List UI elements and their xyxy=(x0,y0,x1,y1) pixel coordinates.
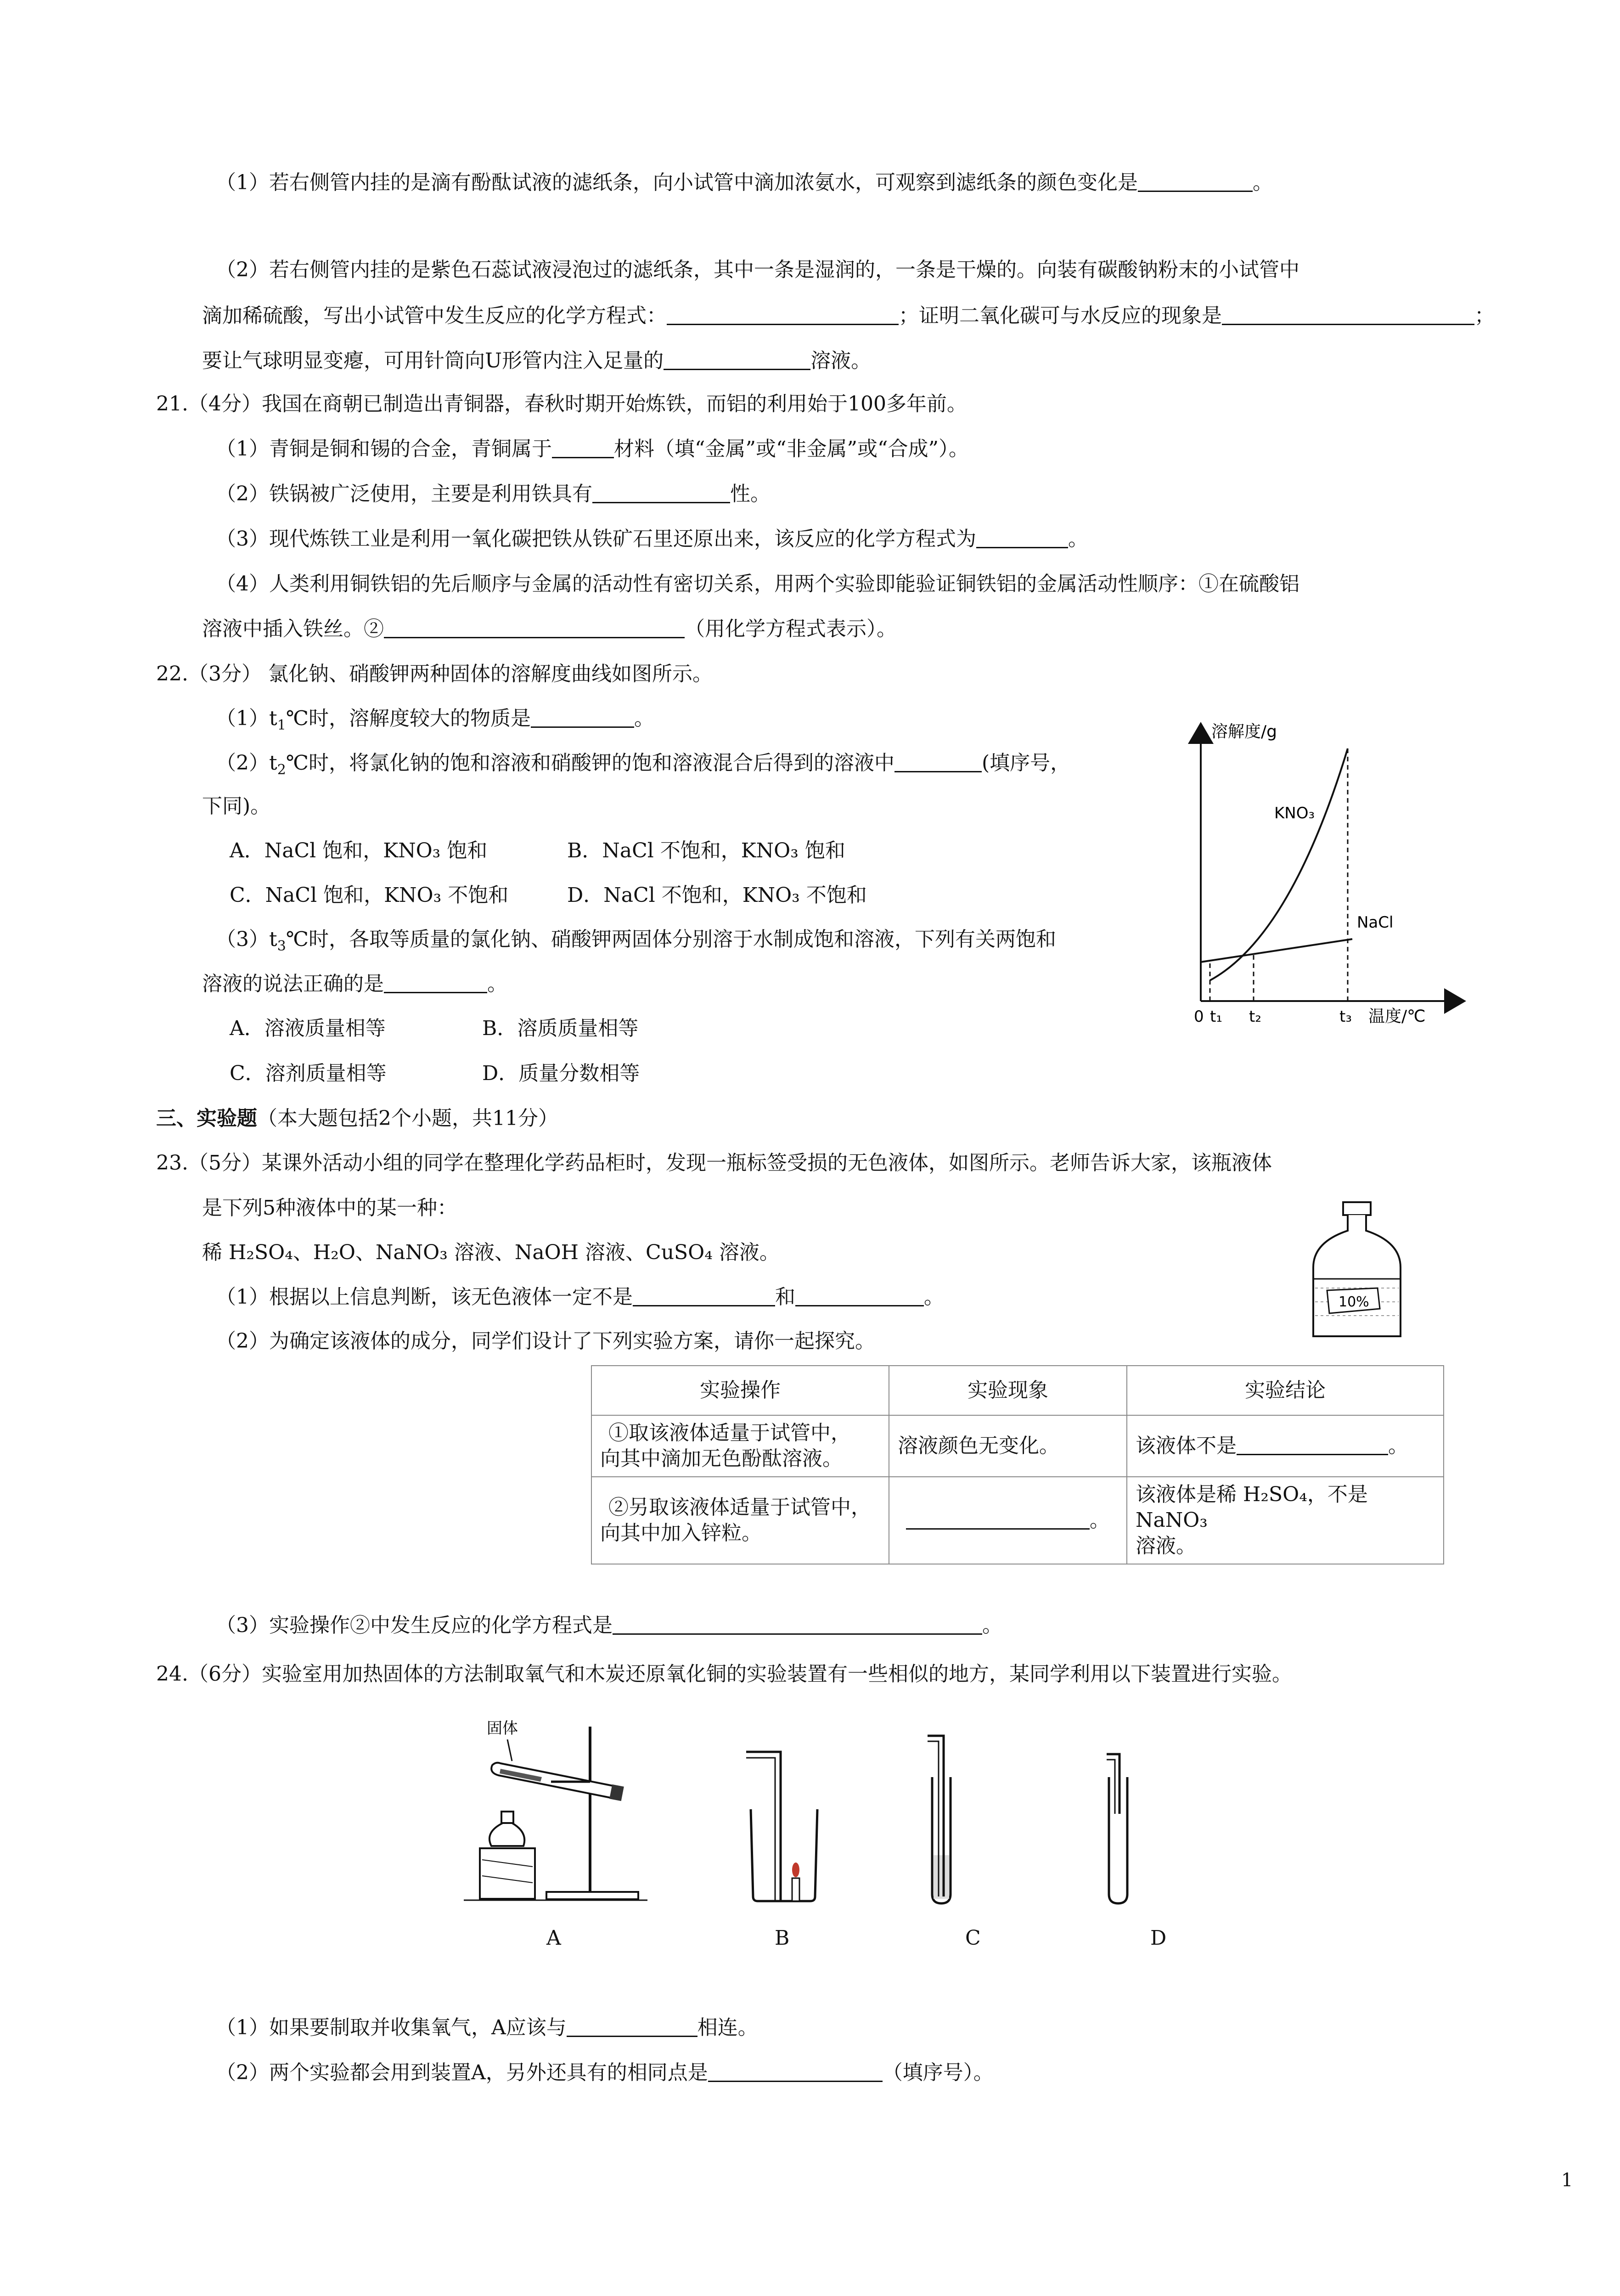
wooden-block xyxy=(480,1848,535,1899)
table-cell: 溶液颜色无变化。 xyxy=(889,1415,1127,1477)
bottle-stopper xyxy=(1343,1202,1371,1215)
t1-label: t₁ xyxy=(1210,1007,1222,1026)
answer-blank[interactable] xyxy=(894,751,982,772)
answer-blank[interactable] xyxy=(1138,170,1253,192)
beaker xyxy=(751,1809,817,1901)
q22-part2-line1: $(2)t_2℃$时，将氯化钠的饱和溶液和硝酸钾的饱和溶液混合后得到的溶液中 (填序号， xyxy=(216,751,1071,778)
x-axis-label: 温度/℃ xyxy=(1368,1007,1426,1026)
q21-part4-line2: 溶液中插入铁丝。② （用化学方程式表示）。 xyxy=(202,617,897,641)
q23-part1: （1）根据以上信息判断，该无色液体一定不是 和 。 xyxy=(216,1285,944,1309)
t3-label: t₃ xyxy=(1339,1007,1352,1026)
answer-blank[interactable] xyxy=(795,1285,924,1306)
q23-liquid-list: 稀 H₂SO₄、H₂O、NaNO₃ 溶液、NaOH 溶液、CuSO₄ 溶液。 xyxy=(202,1241,780,1264)
answer-blank[interactable] xyxy=(567,2015,698,2037)
bottle-label-text: 10% xyxy=(1339,1294,1369,1310)
answer-blank[interactable] xyxy=(667,304,899,325)
table-cell: ①取该液体适量于试管中， 向其中滴加无色酚酞溶液。 xyxy=(591,1415,889,1477)
q22-option3-a: A．溶液质量相等 xyxy=(230,1017,386,1040)
q21-part2: （2）铁锅被广泛使用，主要是利用铁具有 性。 xyxy=(216,482,771,506)
q22-option-a: A．NaCl 饱和，KNO₃ 饱和 xyxy=(230,839,488,862)
solubility-curve-graph xyxy=(1185,716,1469,1029)
alcohol-lamp xyxy=(489,1823,524,1846)
q23-title: 23.（5分）某课外活动小组的同学在整理化学药品柜时，发现一瓶标签受损的无色液体，如图所示。老师告诉大家，该瓶液体 xyxy=(156,1151,1272,1175)
apparatus-label-c: C xyxy=(965,1926,981,1950)
answer-blank[interactable] xyxy=(1237,1434,1388,1455)
candle xyxy=(792,1878,799,1901)
candle-flame xyxy=(792,1863,799,1877)
q20-part1: （1）若右侧管内挂的是滴有酚酞试液的滤纸条，向小试管中滴加浓氨水，可观察到滤纸条的颜色变化是 。 xyxy=(216,171,1273,194)
answer-blank[interactable] xyxy=(664,349,810,370)
answer-blank[interactable] xyxy=(384,972,487,993)
table-cell: 该液体不是 。 xyxy=(1127,1415,1444,1477)
y-axis-label: 溶解度/g xyxy=(1211,722,1277,741)
q22-title: 22.（3分） 氯化钠、硝酸钾两种固体的溶解度曲线如图所示。 xyxy=(156,662,713,686)
answer-blank[interactable] xyxy=(708,2060,883,2082)
test-tube xyxy=(491,1763,615,1798)
table-header-row xyxy=(591,1366,1444,1415)
bottle-body xyxy=(1313,1215,1401,1336)
q22-part3-line2: 溶液的说法正确的是 。 xyxy=(202,972,507,996)
table-cell: 。 xyxy=(889,1477,1127,1564)
q24-title: 24.（6分）实验室用加热固体的方法制取氧气和木炭还原氧化铜的实验装置有一些相似的地方，某同学利用以下装置进行实验。 xyxy=(156,1662,1292,1686)
table-cell: 该液体是稀 H₂SO₄，不是 NaNO₃ 溶液。 xyxy=(1127,1477,1444,1564)
nacl-label: NaCl xyxy=(1357,913,1394,932)
q22-option3-d: D．质量分数相等 xyxy=(482,1062,640,1085)
q22-option3-c: C．溶剂质量相等 xyxy=(230,1062,387,1085)
solid-label: 固体 xyxy=(487,1719,518,1738)
answer-blank[interactable] xyxy=(1222,304,1474,325)
kno3-curve xyxy=(1210,748,1348,980)
q20-part2-line2: 滴加稀硫酸，写出小试管中发生反应的化学方程式： ；证明二氧化碳可与水反应的现象是 ； xyxy=(202,304,1495,327)
q22-part2-line2: 下同)。 xyxy=(202,794,271,818)
q22-part1: $(1)t_1℃$时，溶解度较大的物质是 。 xyxy=(216,707,655,733)
q21-title: 21.（4分）我国在商朝已制造出青铜器，春秋时期开始炼铁，而铝的利用始于100多年前。 xyxy=(156,392,967,416)
q23-part2: （2）为确定该液体的成分，同学们设计了下列实验方案，请你一起探究。 xyxy=(216,1329,875,1353)
section-3-heading: 三、实验题（本大题包括2个小题，共11分） xyxy=(156,1107,558,1130)
pointer-line xyxy=(507,1739,512,1761)
q24-part1: （1）如果要制取并收集氧气，A应该与 相连。 xyxy=(216,2016,758,2039)
answer-blank[interactable] xyxy=(592,482,730,503)
q20-part2-line3: 要让气球明显变瘪，可用针筒向U形管内注入足量的 溶液。 xyxy=(202,349,872,372)
reagent-bottle xyxy=(1304,1199,1410,1345)
q22-option-d: D．NaCl 不饱和，KNO₃ 不饱和 xyxy=(567,884,867,907)
answer-blank[interactable] xyxy=(976,527,1068,548)
answer-blank[interactable] xyxy=(384,617,685,638)
test-tube-d xyxy=(1109,1777,1127,1903)
table-row xyxy=(591,1477,1444,1564)
page-number: 1 xyxy=(1561,2170,1573,2191)
q22-part3-line1: $(3)t_3℃$时，各取等质量的氯化钠、硝酸钾两固体分别溶于水制成饱和溶液，下列有关两饱和 xyxy=(216,928,1056,954)
lamp-cap xyxy=(501,1812,513,1823)
table-row xyxy=(591,1415,1444,1477)
q22-option3-b: B．溶质质量相等 xyxy=(482,1017,639,1040)
kno3-label: KNO₃ xyxy=(1274,804,1315,822)
q23-title-line2: 是下列5种液体中的某一种： xyxy=(202,1196,457,1220)
q21-part1: （1）青铜是铜和锡的合金，青铜属于 材料（填“金属”或“非金属”或“合成”）。 xyxy=(216,437,969,461)
answer-blank[interactable] xyxy=(531,706,634,728)
stand-base xyxy=(546,1892,638,1899)
table-header: 实验结论 xyxy=(1127,1366,1444,1415)
origin-label: 0 xyxy=(1194,1007,1204,1026)
answer-blank[interactable] xyxy=(633,1285,775,1306)
q24-part2: （2）两个实验都会用到装置A，另外还具有的相同点是 （填序号）。 xyxy=(216,2061,994,2084)
q20-part2-line1: （2）若右侧管内挂的是紫色石蕊试液浸泡过的滤纸条，其中一条是湿润的，一条是干燥的。向装有碳酸钠粉末的小试管中 xyxy=(216,258,1299,281)
q23-part3: （3）实验操作②中发生反应的化学方程式是 。 xyxy=(216,1614,1002,1637)
answer-blank[interactable] xyxy=(906,1508,1090,1530)
nacl-curve xyxy=(1201,939,1352,962)
apparatus-figure xyxy=(459,1708,1217,1919)
q21-part3: （3）现代炼铁工业是利用一氧化碳把铁从铁矿石里还原出来，该反应的化学方程式为 。 xyxy=(216,527,1088,551)
q22-option-b: B．NaCl 不饱和，KNO₃ 饱和 xyxy=(567,839,845,862)
apparatus-label-b: B xyxy=(775,1926,790,1950)
t2-label: t₂ xyxy=(1249,1007,1261,1026)
answer-blank[interactable] xyxy=(552,437,614,458)
apparatus-label-d: D xyxy=(1150,1926,1167,1950)
q22-option-c: C．NaCl 饱和，KNO₃ 不饱和 xyxy=(230,884,509,907)
answer-blank[interactable] xyxy=(613,1613,982,1635)
q21-part4-line1: （4）人类利用铜铁铝的先后顺序与金属的活动性有密切关系，用两个实验即能验证铜铁铝的金属活动性顺序：①在硫酸铝 xyxy=(216,572,1299,596)
table-header: 实验现象 xyxy=(889,1366,1127,1415)
apparatus-label-a: A xyxy=(546,1926,561,1950)
table-header: 实验操作 xyxy=(591,1366,889,1415)
liquid-c xyxy=(934,1855,949,1899)
table-cell: ②另取该液体适量于试管中， 向其中加入锌粒。 xyxy=(591,1477,889,1564)
experiment-table xyxy=(591,1365,1444,1564)
